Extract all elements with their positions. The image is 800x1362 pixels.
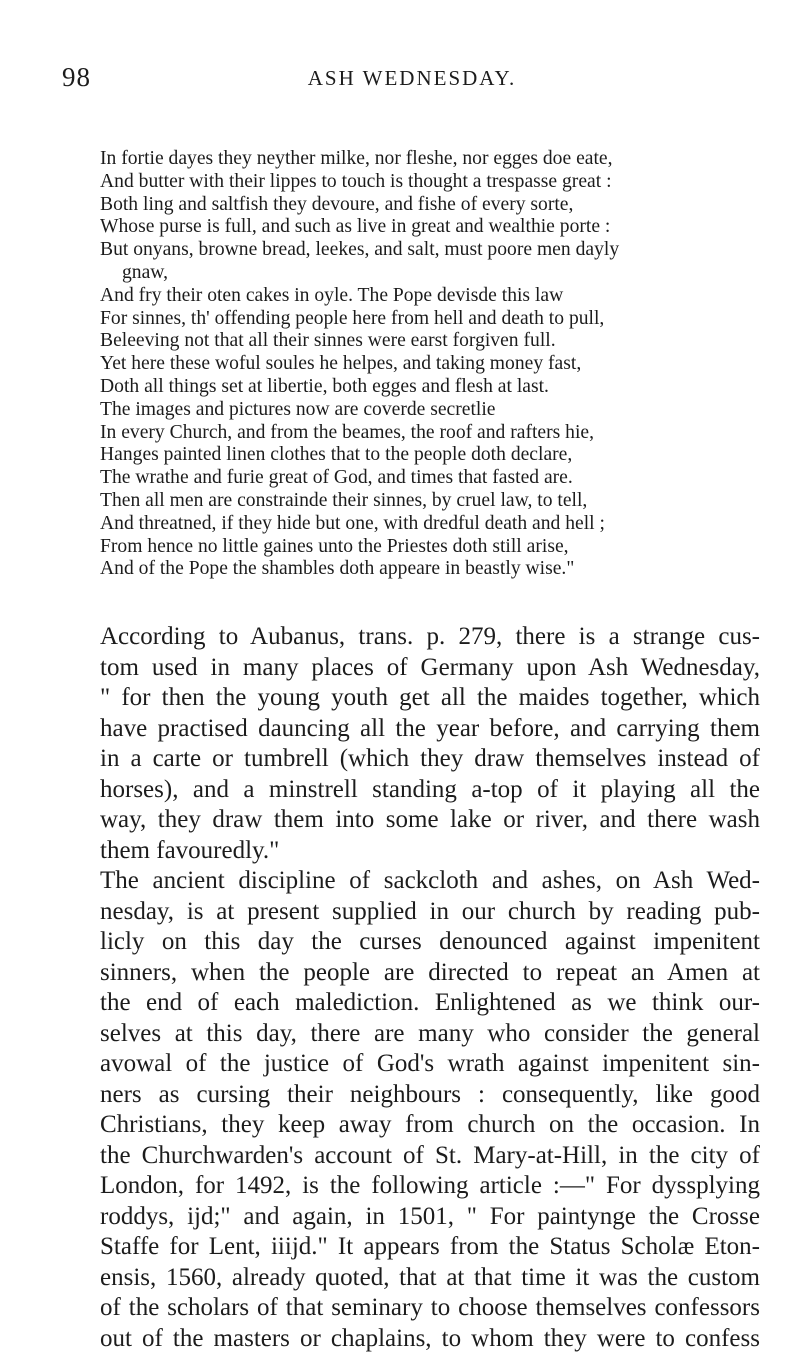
paragraph-line: have practised dauncing all the year before, and carrying them bbox=[100, 714, 760, 742]
running-head bbox=[62, 62, 762, 96]
paragraph-line: out of the masters or chaplains, to whom they were to confess bbox=[100, 1324, 760, 1352]
poem-line: And threatned, if they hide but one, with dredful death and hell ; bbox=[100, 512, 605, 534]
body-text bbox=[100, 622, 760, 1354]
paragraph-line: licly on this day the curses denounced against impenitent bbox=[100, 928, 760, 955]
paragraph-line: " for then the young youth get all the maides together, which bbox=[100, 684, 760, 711]
quoted-poem bbox=[100, 148, 760, 581]
paragraph-line: the end of each malediction. Enlightened as we think our- bbox=[100, 989, 760, 1016]
paragraph-line: Christians, they keep away from church on the occasion. In bbox=[100, 1111, 760, 1138]
poem-line: Both ling and saltfish they devoure, and fishe of every sorte, bbox=[100, 193, 574, 215]
poem-line: In every Church, and from the beames, the roof and rafters hie, bbox=[100, 421, 595, 443]
poem-line: The images and pictures now are coverde secretlie bbox=[100, 398, 496, 420]
paragraph-line: Staffe for Lent, iiijd." It appears from the Status Scholæ Eton- bbox=[100, 1233, 760, 1260]
paragraph-line: nesday, is at present supplied in our church by reading pub- bbox=[100, 897, 760, 925]
paragraph-line: ners as cursing their neighbours : consequently, like good bbox=[100, 1080, 760, 1108]
poem-line: In fortie dayes they neyther milke, nor fleshe, nor egges doe eate, bbox=[100, 148, 613, 169]
paragraph-line: horses), and a minstrell standing a-top of it playing all the bbox=[100, 775, 760, 803]
page-number: 98 bbox=[62, 62, 91, 92]
paragraph-line: way, they draw them into some lake or river, and there wash bbox=[100, 806, 760, 833]
paragraph-line: tom used in many places of Germany upon Ash Wednesday, bbox=[100, 653, 760, 681]
paragraph-line: in a carte or tumbrell (which they draw themselves instead of bbox=[100, 745, 760, 772]
paragraph-line: them favouredly." bbox=[100, 836, 280, 864]
poem-line: From hence no little gaines unto the Priestes doth still arise, bbox=[100, 535, 569, 557]
poem-line: And fry their oten cakes in oyle. The Pope devisde this law bbox=[100, 284, 564, 306]
poem-line: Hanges painted linen clothes that to the people doth declare, bbox=[100, 444, 573, 466]
paragraph-line: the Churchwarden's account of St. Mary-at-Hill, in the city of bbox=[100, 1141, 760, 1169]
paragraph-line: The ancient discipline of sackcloth and ashes, on Ash Wed- bbox=[100, 867, 760, 894]
paragraph-line: roddys, ijd;" and again, in 1501, " For paintynge the Crosse bbox=[100, 1202, 760, 1230]
poem-line: Whose purse is full, and such as live in great and wealthie porte : bbox=[100, 216, 611, 238]
paragraph-line: avowal of the justice of God's wrath against impenitent sin- bbox=[100, 1050, 760, 1077]
poem-line: And butter with their lippes to touch is thought a trespasse great : bbox=[100, 170, 612, 192]
poem-line: The wrathe and furie great of God, and times that fasted are. bbox=[100, 467, 573, 489]
paragraph-line: sinners, when the people are directed to repeat an Amen at bbox=[100, 958, 760, 986]
poem-line-continuation: gnaw, bbox=[122, 261, 169, 283]
paragraph-line: London, for 1492, is the following article :—" For dyssplying bbox=[100, 1172, 760, 1199]
paragraph-line: of the scholars of that seminary to choose themselves confessors bbox=[100, 1294, 760, 1321]
paragraph-line: According to Aubanus, trans. p. 279, there is a strange cus- bbox=[100, 623, 760, 650]
poem-line: And of the Pope the shambles doth appeare in beastly wise." bbox=[100, 558, 575, 580]
poem-line: Beleeving not that all their sinnes were earst forgiven full. bbox=[100, 330, 556, 352]
poem-line: Then all men are constrainde their sinnes, by cruel law, to tell, bbox=[100, 489, 588, 511]
poem-line: Doth all things set at libertie, both egges and flesh at last. bbox=[100, 375, 549, 397]
running-title: ASH WEDNESDAY. bbox=[307, 66, 517, 90]
poem-line: For sinnes, th' offending people here from hell and death to pull, bbox=[100, 307, 605, 329]
poem-line: Yet here these woful soules he helpes, and taking money fast, bbox=[100, 353, 582, 375]
paragraph-line: selves at this day, there are many who consider the general bbox=[100, 1019, 760, 1047]
paragraph-line: ensis, 1560, already quoted, that at that time it was the custom bbox=[100, 1263, 760, 1291]
poem-line: But onyans, browne bread, leekes, and salt, must poore men dayly bbox=[100, 239, 620, 261]
